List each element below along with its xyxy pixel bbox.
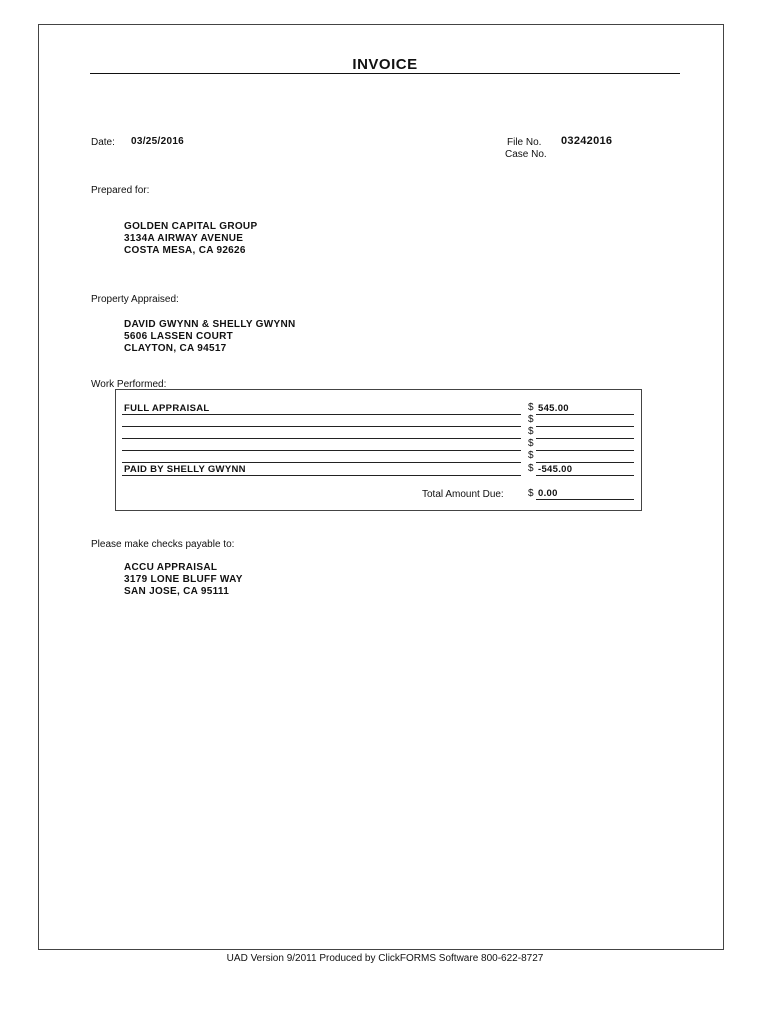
footer-text: UAD Version 9/2011 Produced by ClickFORMS Software 800-622-8727 (226, 953, 544, 964)
description-line (122, 475, 521, 476)
payable-to-line-2: 3179 LONE BLUFF WAY (124, 574, 243, 585)
total-amount-due-label: Total Amount Due: (422, 489, 504, 500)
work-row-description: FULL APPRAISAL (124, 403, 210, 414)
prepared-for-line-2: 3134A AIRWAY AVENUE (124, 233, 244, 244)
dollar-sign: $ (528, 450, 534, 461)
total-amount-line (536, 499, 634, 500)
prepared-for-line-1: GOLDEN CAPITAL GROUP (124, 221, 258, 232)
work-row (122, 451, 634, 463)
work-row (122, 403, 634, 415)
dollar-sign: $ (528, 426, 534, 437)
file-no-label: File No. (507, 137, 542, 148)
invoice-title: INVOICE (352, 56, 418, 73)
work-row (122, 427, 634, 439)
amount-line (536, 475, 634, 476)
payable-to-label: Please make checks payable to: (91, 539, 235, 550)
payable-to-line-1: ACCU APPRAISAL (124, 562, 218, 573)
dollar-sign: $ (528, 463, 534, 474)
property-label: Property Appraised: (91, 294, 179, 305)
case-no-label: Case No. (505, 149, 547, 160)
dollar-sign: $ (528, 414, 534, 425)
property-line-1: DAVID GWYNN & SHELLY GWYNN (124, 319, 296, 330)
payable-to-line-3: SAN JOSE, CA 95111 (124, 586, 230, 597)
amount-line (536, 462, 634, 463)
work-row-amount: -545.00 (538, 464, 573, 475)
property-line-3: CLAYTON, CA 94517 (124, 343, 227, 354)
work-performed-label: Work Performed: (91, 379, 167, 390)
work-row-description: PAID BY SHELLY GWYNN (124, 464, 246, 475)
date-value: 03/25/2016 (131, 136, 185, 147)
total-amount-due-value: 0.00 (538, 488, 558, 499)
work-row (122, 439, 634, 451)
dollar-sign: $ (528, 488, 534, 499)
property-line-2: 5606 LASSEN COURT (124, 331, 234, 342)
title-rule (90, 73, 680, 74)
dollar-sign: $ (528, 438, 534, 449)
dollar-sign: $ (528, 402, 534, 413)
description-line (122, 462, 521, 463)
work-row (122, 464, 634, 476)
work-row (122, 415, 634, 427)
date-label: Date: (91, 137, 115, 148)
file-no-value: 03242016 (561, 135, 613, 147)
work-row-amount: 545.00 (538, 403, 569, 414)
prepared-for-line-3: COSTA MESA, CA 92626 (124, 245, 246, 256)
prepared-for-label: Prepared for: (91, 185, 150, 196)
